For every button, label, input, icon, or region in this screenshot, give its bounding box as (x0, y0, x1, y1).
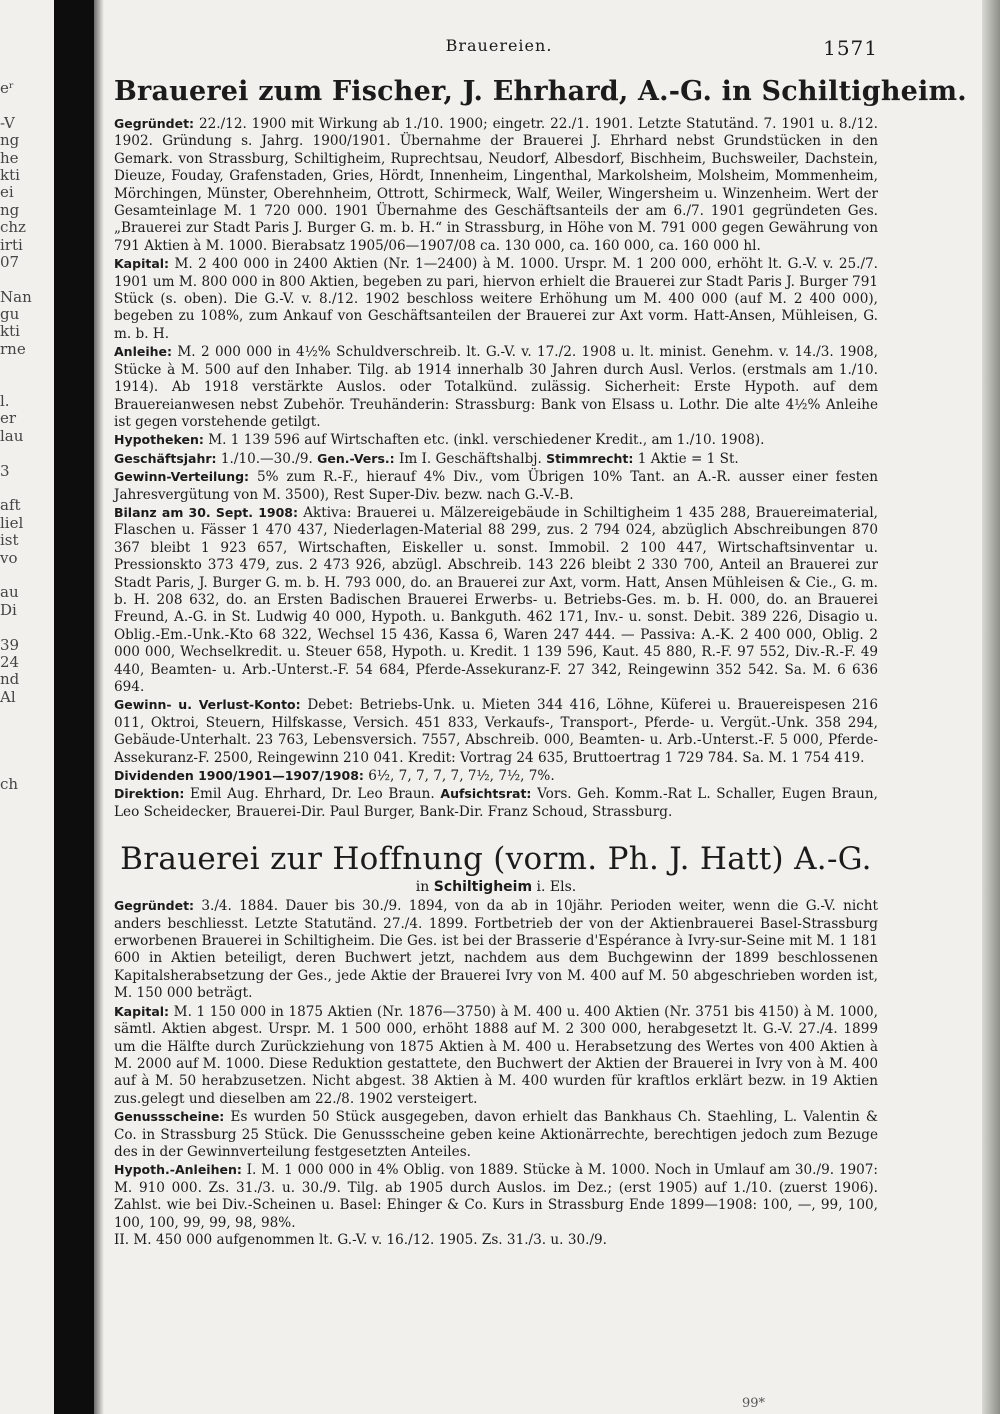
entry-text: Aktiva: Brauerei u. Mälzereigebäude in Schiltigheim 1 435 288, Brauereimaterial, Flaschen u. Fässer 1 470 437, Niederlagen-Material 88 299, zus. 2 794 024, abzüglich Abschreibungen 870 367 bleibt 1 923 657, Wirtschaften, Eiskeller u. sonst. Immobil. 2 100 447, Wirtschaftsinventar u. Pressionskto 373 479, zus. 2 473 926, abzügl. Abschreib. 143 226 bleibt 2 330 700, Anteil an Brauerei zur Stadt Paris, J. Burger G. m. b. H. 793 000, do. an Brauerei zur Axt, vorm. Hatt, Ansen Mühleisen & Cie., G. m. b. H. 208 632, do. an Ersten Badischen Brauerei Erwerbs- u. Betriebs-Ges. m. b. H. 000, do. an Brauerei Freund, A.-G. in St. Ludwig 40 000, Hypoth. u. Bankguth. 462 171, Inv.- u. sonst. Debit. 389 226, Disagio u. Oblig.-Em.-Unk.-Kto 68 322, Wechsel 15 436, Kassa 6, Waren 247 444. — Passiva: A.-K. 2 400 000, Oblig. 2 000 000, Wechselkredit. u. Steuer 658, Hypoth. u. Kredit. 1 139 596, Kaut. 45 880, R.-F. 97 552, Div.-R.-F. 49 440, Beamten- u. Arb.-Unterst.-F. 54 684, Pferde-Assekuranz-F. 27 342, Reingewinn 352 542. Sa. M. 6 636 694. (114, 504, 879, 695)
bleed-fragment: Di (0, 601, 17, 619)
entry-paragraph (114, 255, 878, 343)
bleed-fragment: aft (0, 497, 21, 515)
article-body-fischer (114, 115, 878, 821)
bleed-fragment: chz (0, 219, 26, 237)
entry-text: 3./4. 1884. Dauer bis 30./9. 1894, von da ab in 10jähr. Perioden weiter, wenn die G.-V. nicht anders beschliesst. Letzte Statutänd. 27./4. 1899. Fortbetrieb der von der Aktienbrauerei Basel-Strassburg erworbenen Brauerei in Schiltigheim. Die Ges. ist bei der Brasserie d'Espérance à Ivry-sur-Seine mit M. 1 181 600 in Aktien beteiligt, deren Buchwert jetzt, nachdem aus dem Buchgewinn der 1899 beschlossenen Kapitalsherabsetzung der Ges., jede Aktie der Brauerei Ivry von M. 400 auf M. 50 abgeschrieben worden ist, M. 150 000 beträgt. (114, 898, 879, 1002)
running-head: Brauereien. (445, 36, 553, 55)
entry-text: 6½, 7, 7, 7, 7, 7½, 7½, 7%. (368, 768, 555, 785)
bleed-fragment: 07 (0, 253, 20, 271)
bleed-fragment: vo (0, 549, 18, 567)
bleed-fragment: -V (0, 114, 15, 132)
bleed-fragment: gu (0, 306, 20, 324)
entry-text: M. 1 150 000 in 1875 Aktien (Nr. 1876—3750) à M. 400 u. 400 Aktien (Nr. 3751 bis 4150) à M. 1000, sämtl. Aktien abgest. Urspr. M. 1 500 000, erhöht 1888 auf M. 2 300 000, herabgesetzt lt. G.-V. 27./4. 1899 um die Hälfte durch Zurückziehung von 1875 Aktien à M. 400 u. Herabsetzung des Wertes von 400 Aktien à M. 2000 auf M. 1000. Diese Reduktion gestattete, den Buchwert der Aktien der Brauerei in Ivry von à M. 400 auf à M. 50 herabzusetzen. Nicht abgest. 38 Aktien à M. 400 wurden für kraftlos erklärt bezw. in 19 Aktien zus.gelegt und dieselben am 22./8. 1902 versteigert. (114, 1003, 878, 1107)
subtitle-suffix: i. Els. (536, 879, 577, 896)
article-subtitle-hoffnung (114, 879, 878, 895)
page-edge (982, 0, 1000, 1414)
entry-text: 1./10.—30./9. (220, 450, 313, 467)
entry-text: M. 2 000 000 in 4½% Schuldverschreib. lt. G.-V. v. 17./2. 1908 u. lt. minist. Genehm. v. 14./3. 1908, Stücke à M. 500 auf den Inhaber. Tilg. ab 1914 innerhalb 30 Jahren durch Ausl. Verlos. (erstmals am 1./10. 1914). Ab 1918 verstärkte Auslos. oder Totalkünd. zulässig. Sicherheit: Erste Hypoth. auf dem Brauereianwesen nebst Zubehör. Treuhänderin: Strassburg: Bank von Elsass u. Lothr. Die alte 4½% Anleihe ist gegen vorstehende getilgt. (114, 344, 878, 430)
bleed-fragment: eʳ (0, 80, 15, 97)
bleed-fragment: 24 (0, 653, 20, 671)
bleed-fragment (0, 376, 48, 393)
entry-text: II. M. 450 000 aufgenommen lt. G.-V. v. 16./12. 1905. Zs. 31./3. u. 30./9. (114, 1231, 607, 1248)
gutter-shadow (94, 0, 104, 1414)
entry-label: Hypotheken: (114, 432, 204, 448)
bleed-fragment: ch (0, 775, 19, 793)
article-body-hoffnung (114, 897, 878, 1249)
bleed-fragment (0, 97, 48, 114)
entry-label: Dividenden 1900/1901—1907/1908: (114, 768, 364, 784)
bleed-fragment: he (0, 149, 19, 167)
bleed-fragment: 39 (0, 636, 20, 654)
entry-paragraph (114, 767, 878, 785)
bleed-fragment: Al (0, 688, 16, 706)
entry-text: Vors. Geh. Komm.-Rat L. Schaller, Eugen Braun, Leo Scheidecker, Brauerei-Dir. Paul Burger, Bank-Dir. Franz Schoud, Strassburg. (114, 786, 878, 820)
page-header (120, 36, 878, 60)
entry-paragraph (114, 450, 878, 468)
bleed-fragment (0, 358, 48, 375)
entry-label: Gen.-Vers.: (317, 450, 395, 466)
bleed-fragment (0, 741, 48, 758)
entry-text: 5% zum R.-F., hierauf 4% Div., vom Übrigen 10% Tant. an A.-R. ausser einer festen Jahresvergütung von M. 3500), Rest Super-Div. bezw. nach G.-V.-B. (114, 469, 878, 503)
entry-text: Emil Aug. Ehrhard, Dr. Leo Braun. (190, 786, 435, 803)
bleed-fragment: Nan (0, 288, 32, 306)
entry-label: Stimmrecht: (546, 450, 634, 466)
page-number: 1571 (823, 36, 878, 60)
bleed-fragment: ng (0, 201, 20, 219)
bleed-fragment: au (0, 584, 19, 602)
bleed-fragment (0, 445, 48, 462)
entry-label: Gewinn-Verteilung: (114, 469, 250, 485)
bleed-fragment (0, 758, 48, 775)
entry-paragraph (114, 504, 878, 696)
entry-text: Debet: Betriebs-Unk. u. Mieten 344 416, Löhne, Küferei u. Brauereispesen 216 011, Oktroi, Steuern, Hilfskasse, Versich. 451 833, Verkaufs-, Transport-, Pferde- u. Vergüt.-Unk. 358 294, Gebäude-Unterhalt. 23 763, Lebensversich. 7557, Abschreib. 000, Beamten- u. Arb.-Unterst.-F. 5 000, Pferde-Assekuranz-F. 2500, Reingewinn 210 041. Kredit: Vortrag 24 635, Bruttoertrag 1 729 784. Sa. M. 1 754 419. (114, 697, 878, 766)
bleed-fragment: 3 (0, 462, 10, 480)
entry-paragraph (114, 343, 878, 431)
article-title-fischer: Brauerei zum Fischer, J. Ehrhard, A.-G. in Schiltigheim. (114, 76, 967, 107)
entry-text: M. 2 400 000 in 2400 Aktien (Nr. 1—2400) à M. 1000. Urspr. M. 1 200 000, erhöht lt. G.-V. v. 25./7. 1901 um M. 800 000 in 800 Aktien, begeben zu pari, hiervon erhielt die Brauerei zur Stadt Paris J. Burger 791 Stück (s. oben). Die G.-V. v. 8./12. 1902 beschloss weitere Erhöhung um M. 400 000 (auf M. 2 400 000), begeben zu 108%, zum Ankauf von Geschäftsanteilen der Brauerei zur Axt vorm. Hatt-Ansen, Mühleisen, G. m. b. H. (114, 256, 878, 342)
entry-text: Es wurden 50 Stück ausgegeben, davon erhielt das Bankhaus Ch. Staehling, L. Valentin & Co. in Strassburg 25 Stück. Die Genussscheine geben keine Aktionärrechte, berechtigen jedoch zum Bezuge des in der Gewinnverteilung festgesetzten Anteiles. (114, 1109, 878, 1160)
page-signature: 99* (742, 1396, 766, 1411)
entry-paragraph (114, 468, 878, 504)
bleed-fragment (0, 619, 48, 636)
bleed-fragment: ng (0, 132, 20, 150)
bleed-fragment: ei (0, 184, 14, 202)
bleed-fragment (0, 271, 48, 288)
entry-label: Aufsichtsrat: (440, 786, 532, 802)
entry-label: Geschäftsjahr: (114, 450, 217, 466)
entry-label: Bilanz am 30. Sept. 1908: (114, 504, 299, 520)
left-page-bleed (0, 80, 48, 793)
book-gutter (54, 0, 94, 1414)
article-title-hoffnung: Brauerei zur Hoffnung (vorm. Ph. J. Hatt) A.-G. (120, 841, 872, 878)
entry-paragraph (114, 115, 878, 255)
subtitle-prefix: in (415, 879, 430, 896)
entry-text: Im I. Geschäftshalbj. (398, 450, 542, 467)
entry-paragraph (114, 1161, 878, 1232)
entry-text: 22./12. 1900 mit Wirkung ab 1./10. 1900; eingetr. 22./1. 1901. Letzte Statutänd. 7. 1901 u. 8./12. 1902. Gründung s. Jahrg. 1900/1901. Übernahme der Brauerei J. Ehrhard nebst Grundstücken in den Gemark. von Strassburg, Schiltigheim, Ruprechtsau, Neudorf, Albesdorf, Bischheim, Buchsweiler, Dachstein, Dieuze, Fouday, Grafenstaden, Gries, Hördt, Innenheim, Lingenthal, Markolsheim, Molsheim, Mommenheim, Mörchingen, Münster, Oberehnheim, Ottrott, Schirmeck, Walf, Weiler, Wingersheim u. Winzenheim. Wert der Gesamteinlage M. 1 720 000. 1901 Übernahme des Geschäftsanteils der am 6./7. 1901 gegründeten Ges. „Brauerei zur Stadt Paris J. Burger G. m. b. H.“ in Strassburg, in Höhe von M. 791 000 gegen Gewährung von 791 Aktien à M. 1000. Bierabsatz 1905/06—1907/08 ca. 130 000, ca. 160 000, ca. 160 000 hl. (114, 116, 878, 254)
entry-paragraph (114, 431, 878, 449)
bleed-fragment: lau (0, 427, 24, 445)
entry-label: Hypoth.-Anleihen: (114, 1162, 242, 1178)
entry-text: M. 1 139 596 auf Wirtschaften etc. (inkl. verschiedener Kredit., am 1./10. 1908). (208, 432, 765, 449)
entry-paragraph (114, 897, 878, 1002)
bleed-fragment: irti (0, 236, 23, 254)
entry-text: 1 Aktie = 1 St. (637, 450, 739, 467)
entry-paragraph (114, 785, 878, 821)
subtitle-location: Schiltigheim (433, 879, 533, 896)
entry-paragraph (114, 1232, 878, 1249)
bleed-fragment: kti (0, 166, 20, 184)
bleed-fragment (0, 480, 48, 497)
bleed-fragment: nd (0, 671, 20, 689)
entry-label: Genussscheine: (114, 1109, 225, 1125)
bleed-fragment (0, 567, 48, 584)
entry-label: Direktion: (114, 786, 185, 802)
bleed-fragment: kti (0, 323, 20, 341)
bleed-fragment: rne (0, 340, 26, 358)
entry-text: I. M. 1 000 000 in 4% Oblig. von 1889. Stücke à M. 1000. Noch in Umlauf am 30./9. 1907: M. 910 000. Zs. 31./3. u. 30./9. Tilg. ab 1905 durch Auslos. im Dez.; (erst 1905) auf 1./10. (zuerst 1906). Zahlst. wie bei Div.-Scheinen u. Basel: Ehinger & Co. Kurs in Strassburg Ende 1899—1908: 100, —, 99, 100, 100, 100, 99, 99, 98, 98%. (114, 1162, 879, 1231)
bleed-fragment: er (0, 410, 17, 428)
entry-label: Kapital: (114, 256, 170, 272)
entry-label: Kapital: (114, 1003, 170, 1019)
bleed-fragment (0, 723, 48, 740)
bleed-fragment: l. (0, 393, 10, 411)
bleed-fragment: liel (0, 514, 24, 532)
bleed-fragment (0, 706, 48, 723)
entry-paragraph (114, 1003, 878, 1108)
page-content (114, 76, 967, 1249)
entry-paragraph (114, 1108, 878, 1161)
entry-label: Anleihe: (114, 344, 172, 360)
entry-label: Gewinn- u. Verlust-Konto: (114, 697, 301, 713)
entry-paragraph (114, 696, 878, 767)
bleed-fragment: ist (0, 532, 19, 550)
entry-label: Gegründet: (114, 898, 195, 914)
entry-label: Gegründet: (114, 116, 195, 131)
